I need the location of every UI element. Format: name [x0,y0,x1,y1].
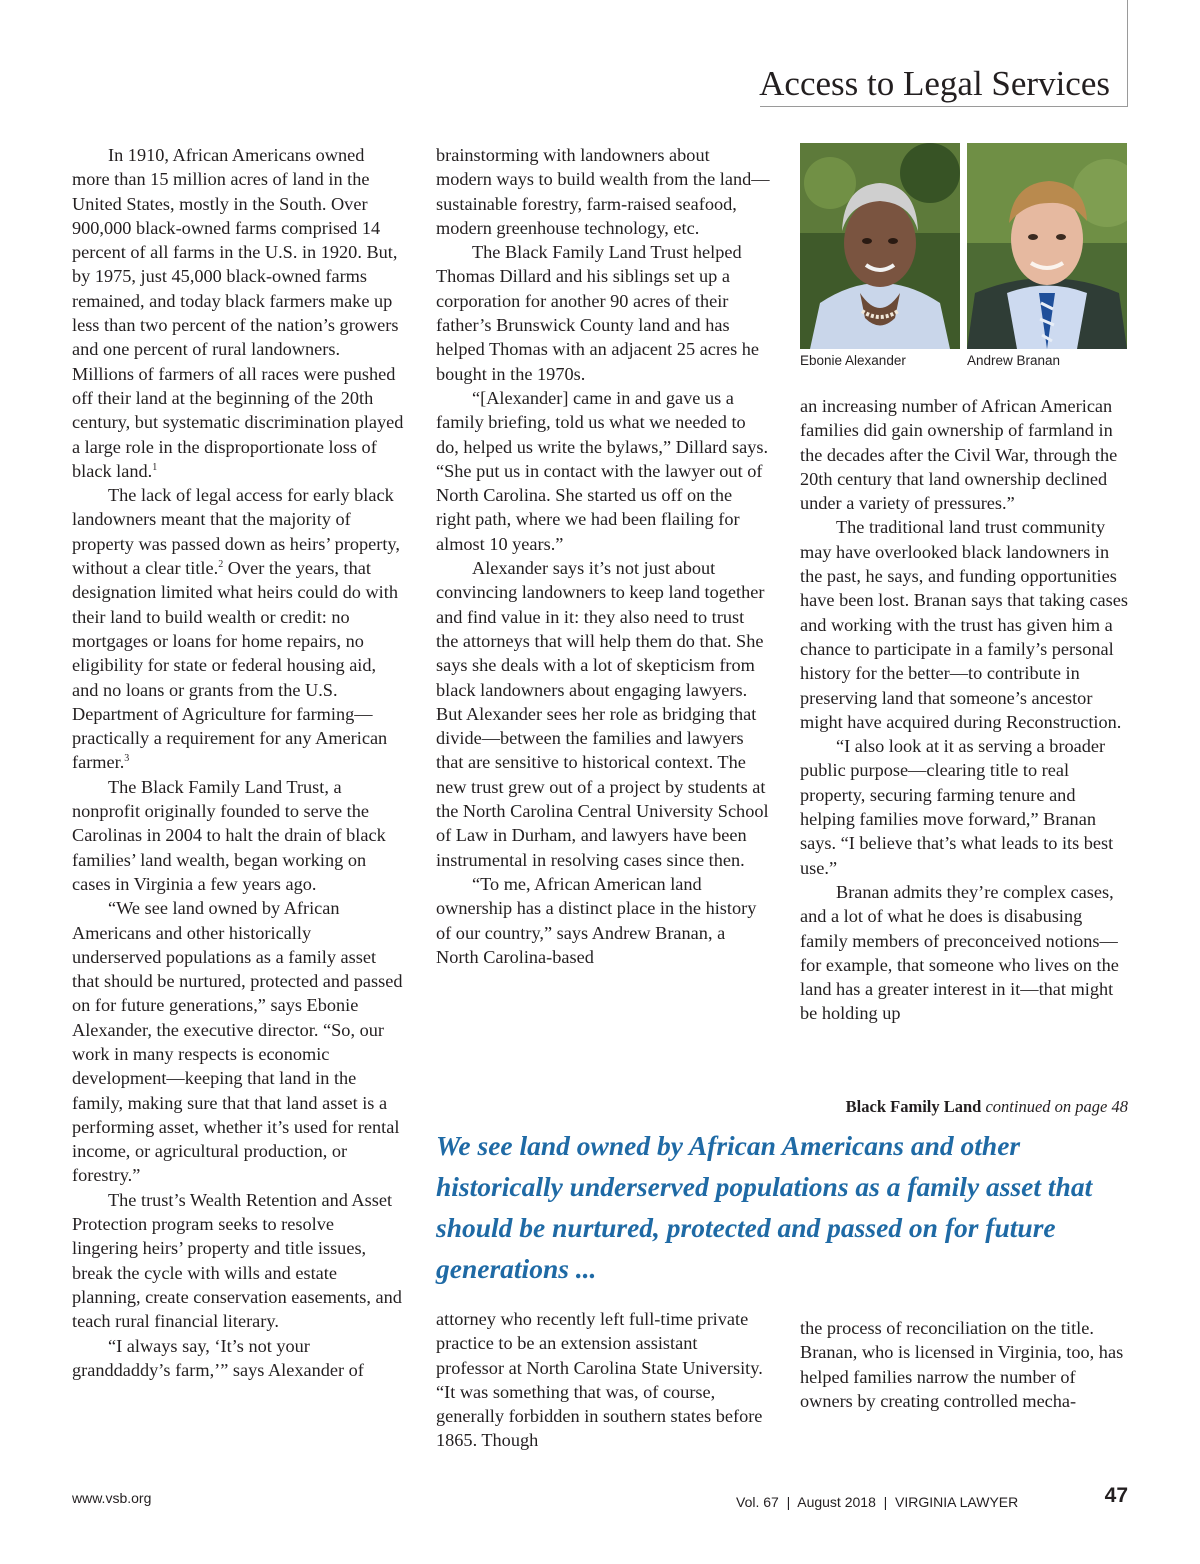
footnote-ref[interactable]: 3 [124,753,130,765]
footnote-ref[interactable]: 2 [218,558,224,570]
article-column-2-top [436,143,770,969]
paragraph: Branan admits they’re complex cases, and a lot of what he does is disabusing family members of preconceived notions—for example, that someone who lives on the land has a greater interest in it—that might be holding up [800,881,1119,1024]
paragraph: In 1910, African Americans owned more than 15 million acres of land in the United States, mostly in the South. Over 900,000 black-owned farms comprised 14 percent of all farms in the U.S. in 1920. But, by 1975, just 45,000 black-owned farms remained, and today black farmers make up less than two percent of the nation’s growers and one percent of rural landowners. Millions of farmers of all races were pushed off their land at the beginning of the 20th century, but systematic discrimination played a large role in the disproportionate loss of black land.$^1$ [72,145,404,481]
article-column-3-top [800,394,1132,1026]
header-rule-vertical [1127,0,1128,106]
pull-quote: We see land owned by African Americans and other historically underserved populations as a family asset that should be nurtured, protected and passed on for future generations ... [436,1130,1093,1284]
photo-andrew-branan [967,143,1127,349]
photo-caption: Andrew Branan [967,353,1061,368]
header-rule-horizontal [760,106,1128,107]
paragraph: “To me, African American land ownership has a distinct place in the history of our country,” says Andrew Branan, a North Carolina-based [436,873,757,967]
photo-ebonie-alexander [800,143,960,349]
photo-caption: Ebonie Alexander [800,353,906,368]
footer-issue: Vol. 67 | August 2018 | VIRGINIA LAWYER [736,1494,1019,1510]
paragraph: Alexander says it’s not just about convincing landowners to keep land together and find value in it: they also need to trust the attorneys that will help them do that. She says she deals with a lot of skepticism from black landowners about engaging lawyers. But Alexander sees her role as bridging that divide—between the families and lawyers that are sensitive to historical context. The new trust grew out of a project by students at the North Carolina Central University School of Law in Durham, and lawyers have been instrumental in resolving cases since then. [436,558,769,870]
paragraph: “We see land owned by African Americans and other historically underserved populations as a family asset that should be nurtured, protected and passed on for future generations,” says Ebonie Alexander, the executive director. “So, our work in many respects is economic development—keeping that land in the family, making sure that that land asset is a performing asset, whether it’s used for rental income, or agricultural production, or forestry.” [72,898,403,1186]
paragraph: The Black Family Land Trust, a nonprofit originally founded to serve the Carolinas in 2004 to halt the drain of black families’ land wealth, began working on cases in Virginia a few years ago. [72,776,386,894]
paragraph: The traditional land trust community may have overlooked black landowners in the past, he says, and funding opportunities have been lost. Branan says that taking cases and working with the trust has given him a chance to participate in a family’s personal history for the better—to contribute in preserving land that someone’s ancestor might have acquired during Reconstruction. [800,517,1128,732]
paragraph: The lack of legal access for early black landowners meant that the majority of property was passed down as heirs’ property, without a clear title.$^2$ Over the years, that designation limited what heirs could do with their land to build wealth or credit: no mortgages or loans for home repairs, no eligibility for state or federal housing aid, and no loans or grants from the U.S. Department of Agriculture for farming—practically a requirement for any American farmer.$^3$ [72,485,400,773]
continued-keyword: Black Family Land [845,1097,982,1116]
paragraph: an increasing number of African American families did gain ownership of farmland in the decades after the Civil War, through the 20th century that land ownership declined under a variety of pressures.” [800,396,1118,514]
portrait-woman-icon [800,143,960,349]
paragraph: brainstorming with landowners about modern ways to build wealth from the land—sustainable forestry, farm-raised seafood, modern greenhouse technology, etc. [436,145,770,238]
continued-jump-line[interactable] [800,1097,1128,1117]
article-column-1 [72,143,404,1382]
article-column-2-bottom [436,1307,770,1453]
paragraph: attorney who recently left full-time private practice to be an extension assistant professor at North Carolina State University. “It was something that was, of course, generally forbidden in southern states before 1865. Though [436,1309,763,1451]
paragraph: the process of reconciliation on the title. Branan, who is licensed in Virginia, too, has helped families narrow the number of owners by creating controlled mecha- [800,1318,1124,1411]
page-number: 47 [1104,1484,1128,1507]
paragraph: “I also look at it as serving a broader public purpose—clearing title to real property, securing farming tenure and helping families move forward,” Branan says. “I believe that’s what leads to its best use.” [800,736,1114,878]
portrait-man-icon [967,143,1127,349]
paragraph: “[Alexander] came in and gave us a family briefing, told us what we needed to do, helped us write the bylaws,” Dillard says. “She put us in contact with the lawyer out of North Carolina. She started us off on the right path, where we had been flailing for almost 10 years.” [436,387,769,554]
paragraph: The trust’s Wealth Retention and Asset Protection program seeks to resolve lingering heirs’ property and title issues, break the cycle with wills and estate planning, create conservation easements, and teach rural financial literary. [72,1189,402,1332]
section-title: Access to Legal Services [759,64,1110,103]
paragraph: “I always say, ‘It’s not your granddaddy’s farm,’” says Alexander of [72,1335,364,1380]
footer-url[interactable]: www.vsb.org [72,1490,152,1506]
continued-page: continued on page 48 [981,1097,1128,1116]
footnote-ref[interactable]: 1 [152,461,158,473]
article-column-3-bottom [800,1316,1132,1413]
paragraph: The Black Family Land Trust helped Thomas Dillard and his siblings set up a corporation for another 90 acres of their father’s Brunswick County land and has helped Thomas with an adjacent 25 acres he bought in the 1970s. [436,242,760,384]
